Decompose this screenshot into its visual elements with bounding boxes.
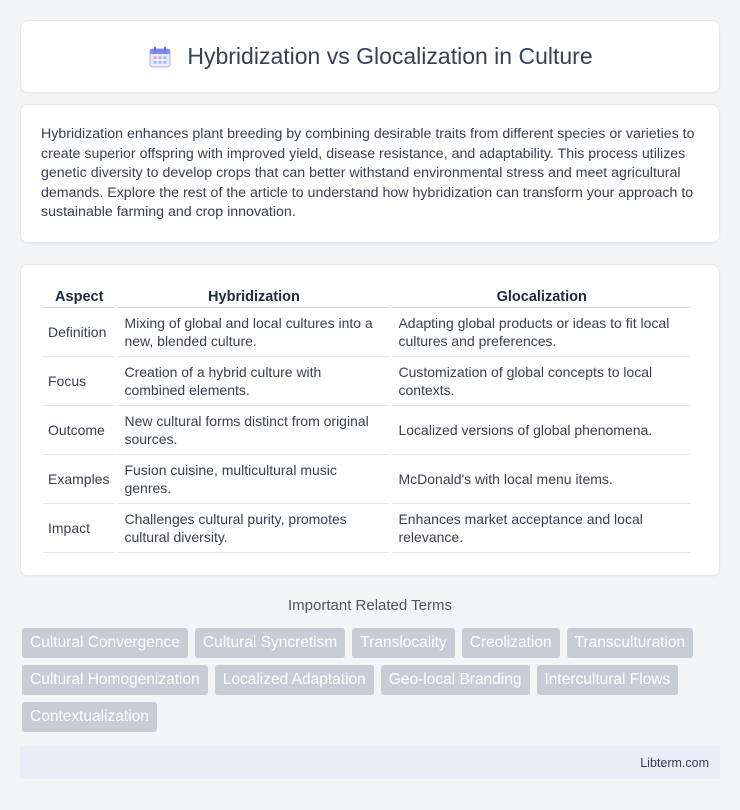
footer-site-link[interactable]: Libterm.com [640, 755, 709, 770]
header-hybridization: Hybridization [118, 284, 389, 308]
calendar-icon [147, 44, 173, 70]
row-glocalization: Localized versions of global phenomena. [392, 406, 691, 455]
comparison-table [40, 284, 694, 553]
table-row [43, 308, 691, 357]
row-glocalization: Customization of global concepts to local contexts. [392, 357, 691, 406]
related-term-tag[interactable]: Geo-local Branding [381, 665, 530, 695]
table-row [43, 406, 691, 455]
table-header-row [43, 284, 691, 308]
header-aspect: Aspect [43, 284, 115, 308]
table-row [43, 357, 691, 406]
intro-card [20, 104, 720, 243]
header-card [20, 20, 720, 93]
related-term-tag[interactable]: Contextualization [22, 702, 157, 732]
related-term-tag[interactable]: Translocality [352, 628, 454, 658]
related-term-tag[interactable]: Transculturation [567, 628, 694, 658]
row-hybridization: Mixing of global and local cultures into a new, blended culture. [118, 308, 389, 357]
footer [20, 746, 720, 779]
row-glocalization: Enhances market acceptance and local relevance. [392, 504, 691, 553]
page-title: Hybridization vs Glocalization in Culture [187, 43, 593, 69]
row-hybridization: Creation of a hybrid culture with combined elements. [118, 357, 389, 406]
row-hybridization: Fusion cuisine, multicultural music genres. [118, 455, 389, 504]
related-term-tag[interactable]: Intercultural Flows [537, 665, 679, 695]
related-term-tag[interactable]: Localized Adaptation [215, 665, 374, 695]
row-hybridization: Challenges cultural purity, promotes cultural diversity. [118, 504, 389, 553]
comparison-table-card [20, 264, 720, 576]
related-term-tag[interactable]: Cultural Convergence [22, 628, 188, 658]
related-term-tag[interactable]: Creolization [462, 628, 560, 658]
row-aspect: Examples [43, 455, 115, 504]
table-row [43, 455, 691, 504]
table-row [43, 504, 691, 553]
row-aspect: Definition [43, 308, 115, 357]
row-aspect: Impact [43, 504, 115, 553]
row-hybridization: New cultural forms distinct from original sources. [118, 406, 389, 455]
row-aspect: Outcome [43, 406, 115, 455]
related-terms-list [22, 628, 722, 732]
related-term-tag[interactable]: Cultural Homogenization [22, 665, 208, 695]
related-term-tag[interactable]: Cultural Syncretism [195, 628, 345, 658]
related-terms-title: Important Related Terms [288, 597, 452, 614]
header-glocalization: Glocalization [392, 284, 691, 308]
row-aspect: Focus [43, 357, 115, 406]
intro-text: Hybridization enhances plant breeding by combining desirable traits from different species or varieties to create superior offspring with improved yield, disease resistance, and adaptability. This process utilizes genetic diversity to develop crops that can better withstand environmental stress and meet agricultural demands. Explore the rest of the article to understand how hybridization can transform your approach to sustainable farming and crop innovation. [41, 126, 695, 221]
title-wrap [147, 43, 592, 70]
row-glocalization: Adapting global products or ideas to fit local cultures and preferences. [392, 308, 691, 357]
row-glocalization: McDonald's with local menu items. [392, 455, 691, 504]
